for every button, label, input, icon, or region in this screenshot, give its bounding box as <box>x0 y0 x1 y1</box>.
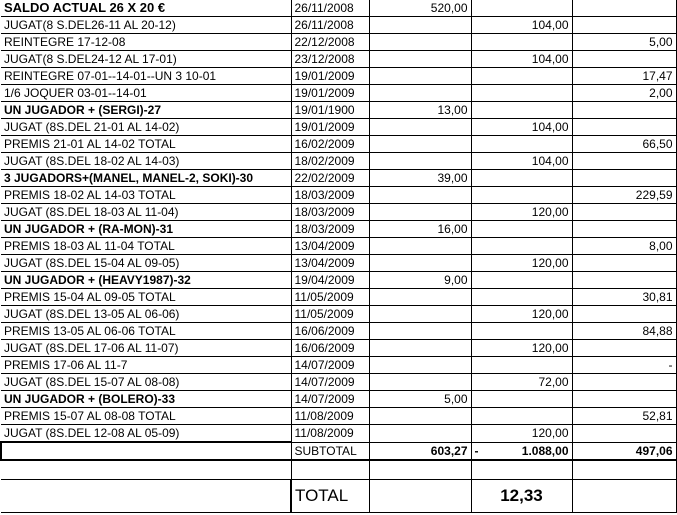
prize-cell[interactable] <box>572 102 676 119</box>
income-cell[interactable]: 5,00 <box>369 391 471 408</box>
concept-cell[interactable]: UN JUGADOR + (BOLERO)-33 <box>1 391 291 408</box>
header-prize-cell[interactable] <box>572 0 676 17</box>
income-cell[interactable] <box>369 17 471 34</box>
header-date-cell[interactable]: 26/11/2008 <box>291 0 369 17</box>
payment-cell[interactable] <box>471 408 572 425</box>
prize-cell[interactable] <box>572 255 676 272</box>
payment-cell[interactable]: 72,00 <box>471 374 572 391</box>
payment-cell[interactable] <box>471 238 572 255</box>
date-cell[interactable]: 11/05/2009 <box>291 289 369 306</box>
payment-cell[interactable] <box>471 289 572 306</box>
prize-cell[interactable]: 5,00 <box>572 34 676 51</box>
income-cell[interactable] <box>369 204 471 221</box>
ledger-row <box>1 255 676 272</box>
date-cell[interactable]: 18/03/2009 <box>291 204 369 221</box>
date-cell[interactable]: 19/01/2009 <box>291 85 369 102</box>
date-cell[interactable]: 19/04/2009 <box>291 272 369 289</box>
ledger-row <box>1 34 676 51</box>
payment-cell[interactable] <box>471 357 572 374</box>
concept-cell[interactable]: PREMIS 18-02 AL 14-03 TOTAL <box>1 187 291 204</box>
income-cell[interactable]: 13,00 <box>369 102 471 119</box>
prize-cell[interactable] <box>572 272 676 289</box>
prize-cell[interactable] <box>572 340 676 357</box>
prize-cell[interactable] <box>572 170 676 187</box>
total-row <box>1 480 676 513</box>
prize-cell[interactable]: 2,00 <box>572 85 676 102</box>
date-cell[interactable]: 26/11/2008 <box>291 17 369 34</box>
ledger-row <box>1 221 676 238</box>
date-cell[interactable]: 18/02/2009 <box>291 153 369 170</box>
date-cell[interactable]: 11/08/2009 <box>291 425 369 443</box>
prize-cell[interactable]: 52,81 <box>572 408 676 425</box>
concept-cell[interactable]: JUGAT (8S.DEL 15-07 AL 08-08) <box>1 374 291 391</box>
concept-cell[interactable]: UN JUGADOR + (SERGI)-27 <box>1 102 291 119</box>
concept-cell[interactable]: JUGAT (8S.DEL 21-01 AL 14-02) <box>1 119 291 136</box>
income-cell[interactable] <box>369 357 471 374</box>
ledger-row <box>1 323 676 340</box>
prize-cell[interactable]: 84,88 <box>572 323 676 340</box>
concept-cell[interactable]: PREMIS 15-07 AL 08-08 TOTAL <box>1 408 291 425</box>
ledger-row <box>1 136 676 153</box>
concept-cell[interactable]: PREMIS 18-03 AL 11-04 TOTAL <box>1 238 291 255</box>
empty-cell[interactable] <box>369 480 471 513</box>
date-cell[interactable]: 18/03/2009 <box>291 187 369 204</box>
income-cell[interactable] <box>369 68 471 85</box>
empty-cell[interactable] <box>471 460 572 480</box>
date-cell[interactable]: 13/04/2009 <box>291 255 369 272</box>
date-cell[interactable]: 22/12/2008 <box>291 34 369 51</box>
payment-cell[interactable]: 120,00 <box>471 425 572 443</box>
subtotal-payment-sign: - <box>474 443 479 458</box>
date-cell[interactable]: 19/01/2009 <box>291 68 369 85</box>
payment-cell[interactable]: 104,00 <box>471 153 572 170</box>
date-cell[interactable]: 14/07/2009 <box>291 391 369 408</box>
payment-cell[interactable] <box>471 187 572 204</box>
ledger-row <box>1 68 676 85</box>
income-cell[interactable] <box>369 323 471 340</box>
subtotal-prize-cell[interactable]: 497,06 <box>572 442 676 460</box>
date-cell[interactable]: 14/07/2009 <box>291 357 369 374</box>
ledger-row <box>1 102 676 119</box>
ledger-row <box>1 204 676 221</box>
ledger-row <box>1 17 676 34</box>
income-cell[interactable] <box>369 153 471 170</box>
header-row <box>1 0 676 17</box>
prize-cell[interactable]: - <box>572 357 676 374</box>
empty-cell[interactable] <box>572 480 676 513</box>
income-cell[interactable] <box>369 408 471 425</box>
income-cell[interactable] <box>369 306 471 323</box>
concept-cell[interactable]: UN JUGADOR + (RA-MON)-31 <box>1 221 291 238</box>
empty-cell[interactable] <box>291 460 369 480</box>
subtotal-row <box>1 442 676 460</box>
payment-cell[interactable]: 120,00 <box>471 340 572 357</box>
concept-cell[interactable]: REINTEGRE 17-12-08 <box>1 34 291 51</box>
empty-cell[interactable] <box>1 480 291 513</box>
payment-cell[interactable]: 120,00 <box>471 306 572 323</box>
ledger-row <box>1 425 676 443</box>
ledger-row <box>1 119 676 136</box>
income-cell[interactable] <box>369 238 471 255</box>
prize-cell[interactable] <box>572 306 676 323</box>
income-cell[interactable] <box>369 85 471 102</box>
empty-cell[interactable] <box>369 460 471 480</box>
date-cell[interactable]: 16/06/2009 <box>291 340 369 357</box>
ledger-row <box>1 289 676 306</box>
payment-cell[interactable] <box>471 272 572 289</box>
selected-cell[interactable] <box>1 442 291 460</box>
prize-cell[interactable]: 17,47 <box>572 68 676 85</box>
income-cell[interactable]: 9,00 <box>369 272 471 289</box>
concept-cell[interactable]: JUGAT (8S.DEL 17-06 AL 11-07) <box>1 340 291 357</box>
concept-cell[interactable]: REINTEGRE 07-01--14-01--UN 3 10-01 <box>1 68 291 85</box>
date-cell[interactable]: 16/02/2009 <box>291 136 369 153</box>
payment-cell[interactable] <box>471 323 572 340</box>
prize-cell[interactable] <box>572 221 676 238</box>
concept-cell[interactable]: JUGAT(8 S.DEL26-11 AL 20-12) <box>1 17 291 34</box>
prize-cell[interactable] <box>572 153 676 170</box>
income-cell[interactable] <box>369 119 471 136</box>
payment-cell[interactable]: 120,00 <box>471 255 572 272</box>
empty-cell[interactable] <box>572 460 676 480</box>
subtotal-label-cell[interactable]: SUBTOTAL <box>291 442 369 460</box>
spreadsheet-body <box>1 0 676 513</box>
concept-cell[interactable]: JUGAT (8S.DEL 13-05 AL 06-06) <box>1 306 291 323</box>
header-payment-cell[interactable] <box>471 0 572 17</box>
income-cell[interactable] <box>369 136 471 153</box>
concept-cell[interactable]: 3 JUGADORS+(MANEL, MANEL-2, SOKI)-30 <box>1 170 291 187</box>
concept-cell[interactable]: PREMIS 13-05 AL 06-06 TOTAL <box>1 323 291 340</box>
concept-cell[interactable]: PREMIS 15-04 AL 09-05 TOTAL <box>1 289 291 306</box>
concept-cell[interactable]: JUGAT (8S.DEL 12-08 AL 05-09) <box>1 425 291 443</box>
concept-cell[interactable]: UN JUGADOR + (HEAVY1987)-32 <box>1 272 291 289</box>
concept-cell[interactable]: JUGAT (8S.DEL 18-02 AL 14-03) <box>1 153 291 170</box>
prize-cell[interactable]: 30,81 <box>572 289 676 306</box>
payment-cell[interactable] <box>471 102 572 119</box>
ledger-row <box>1 187 676 204</box>
income-cell[interactable] <box>369 340 471 357</box>
ledger-row <box>1 85 676 102</box>
date-cell[interactable]: 22/02/2009 <box>291 170 369 187</box>
date-cell[interactable]: 11/08/2009 <box>291 408 369 425</box>
prize-cell[interactable] <box>572 51 676 68</box>
payment-cell[interactable] <box>471 170 572 187</box>
subtotal-income-cell[interactable]: 603,27 <box>369 442 471 460</box>
income-cell[interactable] <box>369 425 471 443</box>
income-cell[interactable]: 39,00 <box>369 170 471 187</box>
income-cell[interactable] <box>369 51 471 68</box>
ledger-row <box>1 340 676 357</box>
prize-cell[interactable]: 8,00 <box>572 238 676 255</box>
total-value-cell[interactable]: 12,33 <box>471 480 572 513</box>
payment-cell[interactable]: 104,00 <box>471 51 572 68</box>
concept-cell[interactable]: 1/6 JOQUER 03-01--14-01 <box>1 85 291 102</box>
prize-cell[interactable]: 229,59 <box>572 187 676 204</box>
subtotal-payment-value: 1.088,00 <box>521 443 569 458</box>
payment-cell[interactable] <box>471 391 572 408</box>
date-cell[interactable]: 16/06/2009 <box>291 323 369 340</box>
concept-cell[interactable]: PREMIS 17-06 AL 11-7 <box>1 357 291 374</box>
total-label-cell[interactable]: TOTAL <box>291 480 369 513</box>
empty-row <box>1 460 676 480</box>
empty-cell[interactable] <box>1 460 291 480</box>
prize-cell[interactable] <box>572 119 676 136</box>
date-cell[interactable]: 13/04/2009 <box>291 238 369 255</box>
income-cell[interactable] <box>369 374 471 391</box>
date-cell[interactable]: 19/01/2009 <box>291 119 369 136</box>
concept-cell[interactable]: JUGAT (8S.DEL 15-04 AL 09-05) <box>1 255 291 272</box>
ledger-row <box>1 408 676 425</box>
ledger-row <box>1 272 676 289</box>
ledger-row <box>1 391 676 408</box>
payment-cell[interactable] <box>471 221 572 238</box>
payment-cell[interactable] <box>471 68 572 85</box>
income-cell[interactable] <box>369 255 471 272</box>
ledger-row <box>1 153 676 170</box>
concept-cell[interactable]: JUGAT (8S.DEL 18-03 AL 11-04) <box>1 204 291 221</box>
prize-cell[interactable] <box>572 374 676 391</box>
prize-cell[interactable] <box>572 17 676 34</box>
ledger-row <box>1 238 676 255</box>
ledger-row <box>1 374 676 391</box>
prize-cell[interactable] <box>572 425 676 443</box>
payment-cell[interactable] <box>471 34 572 51</box>
date-cell[interactable]: 18/03/2009 <box>291 221 369 238</box>
payment-cell[interactable]: 120,00 <box>471 204 572 221</box>
concept-cell[interactable]: PREMIS 21-01 AL 14-02 TOTAL <box>1 136 291 153</box>
prize-cell[interactable] <box>572 391 676 408</box>
date-cell[interactable]: 14/07/2009 <box>291 374 369 391</box>
income-cell[interactable] <box>369 187 471 204</box>
income-cell[interactable] <box>369 289 471 306</box>
ledger-row <box>1 51 676 68</box>
payment-cell[interactable]: 104,00 <box>471 17 572 34</box>
ledger-row <box>1 357 676 374</box>
header-label-cell[interactable]: SALDO ACTUAL 26 X 20 € <box>1 0 291 17</box>
income-cell[interactable]: 16,00 <box>369 221 471 238</box>
date-cell[interactable]: 19/01/1900 <box>291 102 369 119</box>
ledger-row <box>1 306 676 323</box>
prize-cell[interactable]: 66,50 <box>572 136 676 153</box>
income-cell[interactable] <box>369 34 471 51</box>
payment-cell[interactable] <box>471 136 572 153</box>
date-cell[interactable]: 11/05/2009 <box>291 306 369 323</box>
subtotal-payment-cell[interactable] <box>471 442 572 460</box>
prize-cell[interactable] <box>572 204 676 221</box>
concept-cell[interactable]: JUGAT(8 S.DEL24-12 AL 17-01) <box>1 51 291 68</box>
payment-cell[interactable] <box>471 85 572 102</box>
header-amount-cell[interactable]: 520,00 <box>369 0 471 17</box>
ledger-row <box>1 170 676 187</box>
payment-cell[interactable]: 104,00 <box>471 119 572 136</box>
date-cell[interactable]: 23/12/2008 <box>291 51 369 68</box>
